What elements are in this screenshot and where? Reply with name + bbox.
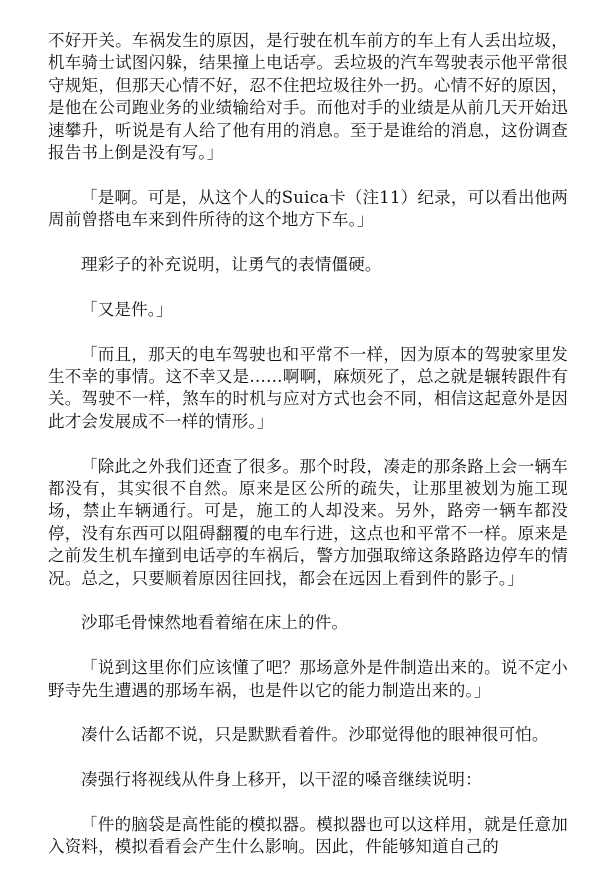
paragraph: 「件的脑袋是高性能的模拟器。模拟器也可以这样用，就是任意加入资料，模拟看看会产生什么影响。因此，件能够知道自己的 [48,815,568,857]
paragraph: 「除此之外我们还查了很多。那个时段，凑走的那条路上会一辆车都没有，其实很不自然。原来是区公所的疏失，让那里被划为施工现场，禁止车辆通行。可是，施工的人却没来。另外，路旁一辆车都没停，没有东西可以阻碍翻覆的电车行进，这点也和平常不一样。原来是之前发生机车撞到电话亭的车祸后，警方加强取缔这条路路边停车的情况。总之，只要顺着原因往回找，都会在远因上看到件的影子。」 [48,456,568,588]
paragraph: 「说到这里你们应该懂了吧？那场意外是件制造出来的。说不定小野寺先生遭遇的那场车祸，也是件以它的能力制造出来的。」 [48,658,568,700]
paragraph: 凑强行将视线从件身上移开，以干涩的嗓音继续说明： [81,770,482,790]
paragraph: 理彩子的补充说明，让勇气的表情僵硬。 [81,255,382,275]
paragraph: 「又是件。」 [81,299,173,319]
paragraph: 沙耶毛骨悚然地看着缩在床上的件。 [81,613,349,633]
document-page [48,30,568,881]
paragraph: 不好开关。车祸发生的原因，是行驶在机车前方的车上有人丢出垃圾，机车骑士试图闪躲，结果撞上电话亭。丢垃圾的汽车驾驶表示他平常很守规矩，但那天心情不好，忍不住把垃圾往外一扔。心情不好的原因，是他在公司跑业务的业绩输给对手。而他对手的业绩是从前几天开始迅速攀升，听说是有人给了他有用的消息。至于是谁给的消息，这份调查报告书上倒是没有写。」 [48,31,568,163]
paragraph: 「而且，那天的电车驾驶也和平常不一样，因为原本的驾驶家里发生不幸的事情。这不幸又是……啊啊，麻烦死了，总之就是辗转跟件有关。驾驶不一样，煞车的时机与应对方式也会不同，相信这起意外是因此才会发展成不一样的情形。」 [48,344,568,431]
paragraph: 凑什么话都不说，只是默默看着件。沙耶觉得他的眼神很可怕。 [81,725,549,745]
paragraph: 「是啊。可是，从这个人的Suica卡（注11）纪录，可以看出他两周前曾搭电车来到件所待的这个地方下车。」 [48,187,568,230]
